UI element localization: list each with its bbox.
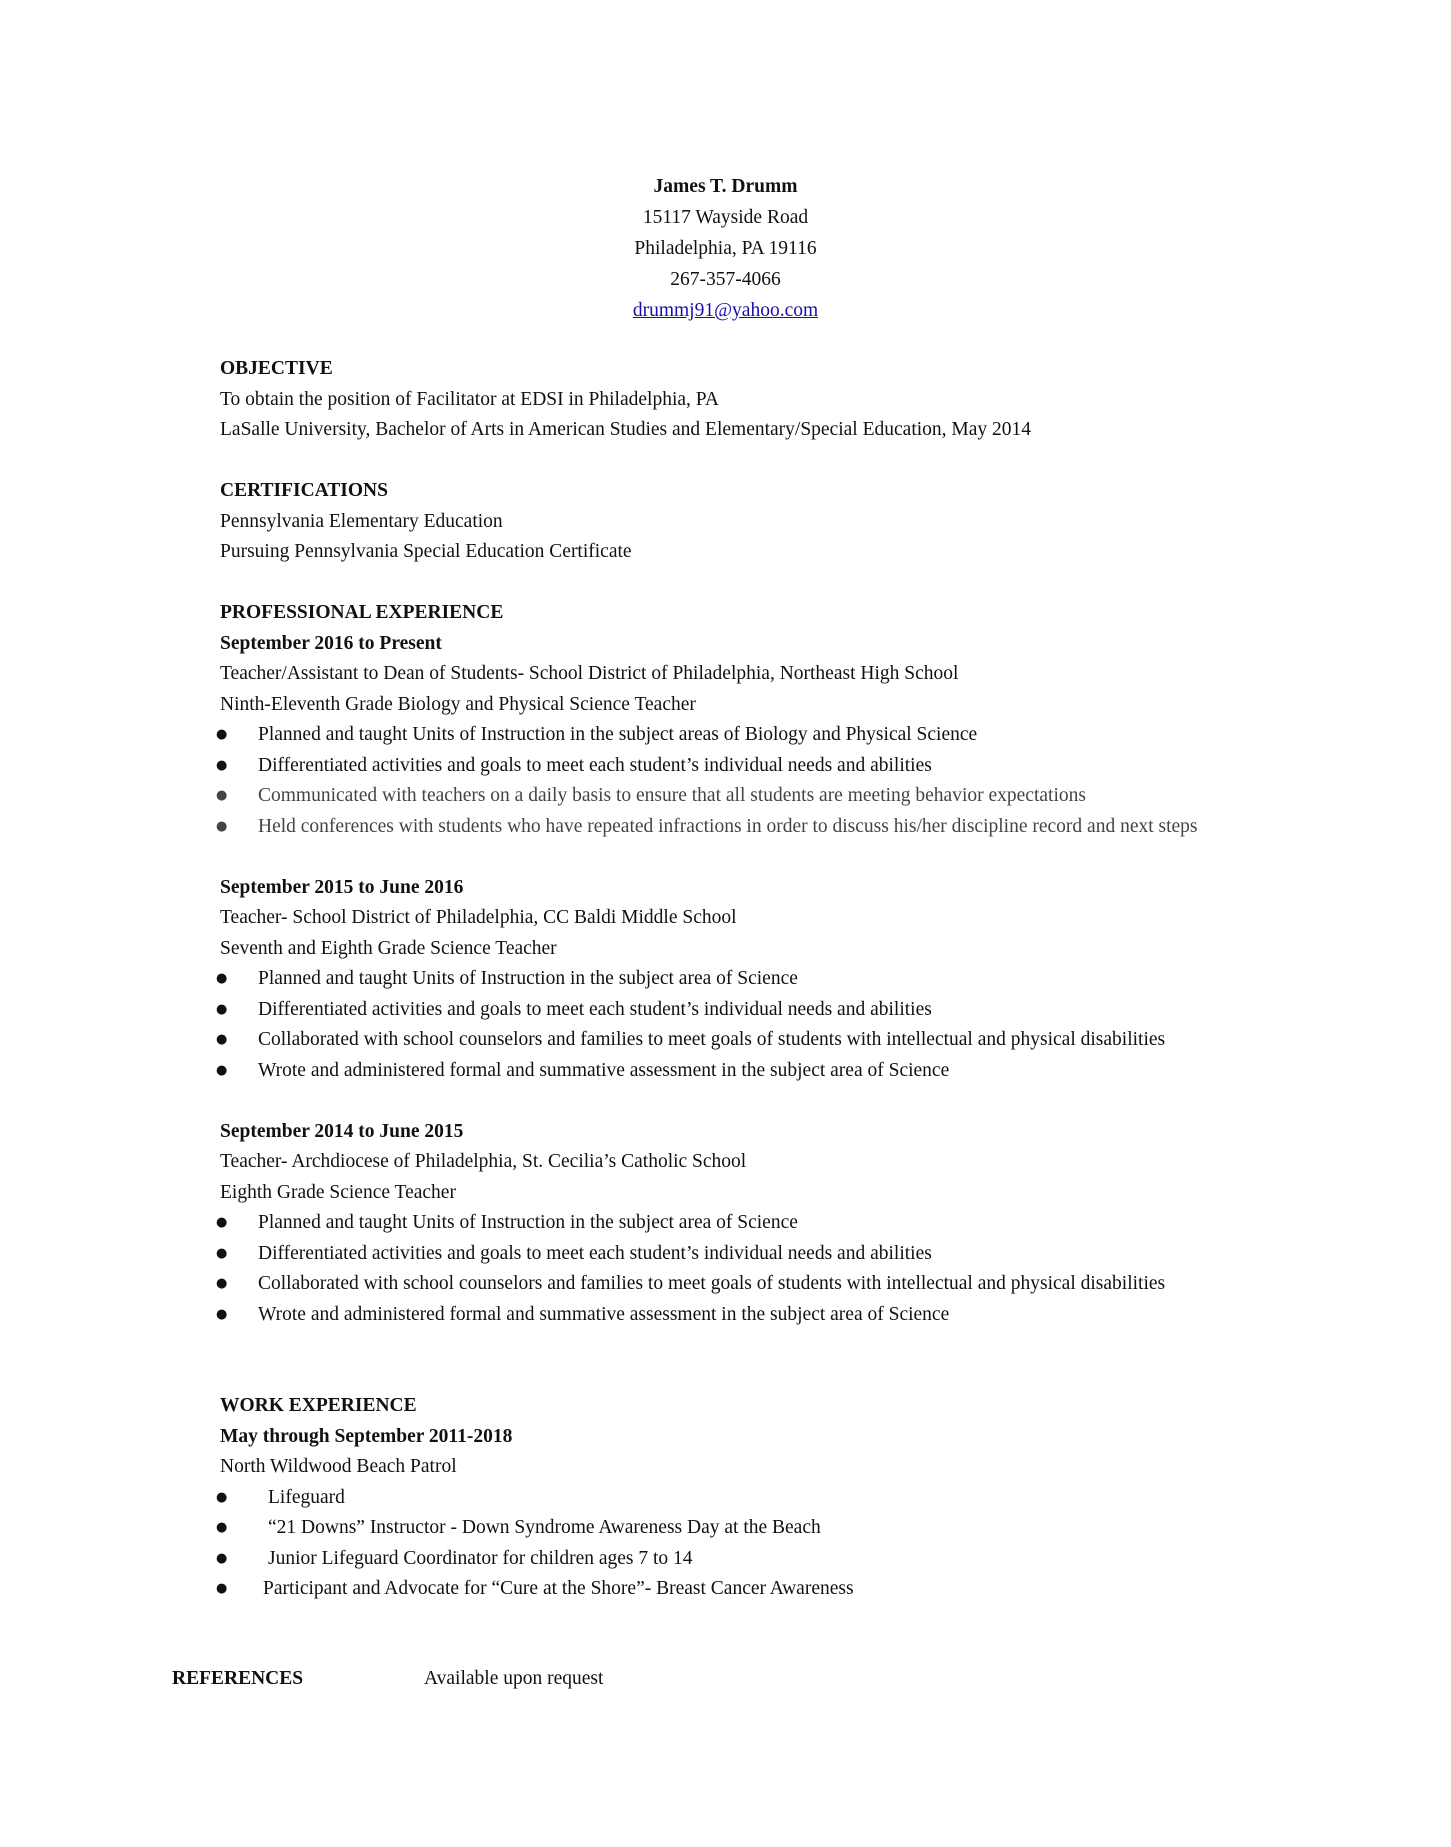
list-item: ● Communicated with teachers on a daily basis to ensure that all students are meeting behavior expectations [220, 781, 1300, 812]
list-item: ● Planned and taught Units of Instruction in the subject areas of Biology and Physical Science [220, 720, 1300, 751]
list-item: ● “21 Downs” Instructor - Down Syndrome Awareness Day at the Beach [220, 1513, 1300, 1544]
job-subtitle: Eighth Grade Science Teacher [220, 1181, 456, 1203]
list-item: ● Differentiated activities and goals to meet each student’s individual needs and abilities [220, 751, 1300, 782]
job-entry [220, 1117, 1300, 1331]
job-title: Teacher/Assistant to Dean of Students- School District of Philadelphia, Northeast High School [220, 663, 959, 684]
certification-item: Pennsylvania Elementary Education [220, 510, 503, 532]
certifications-section [220, 476, 1300, 568]
job-subtitle: Seventh and Eighth Grade Science Teacher [220, 937, 557, 959]
address-line-2: Philadelphia, PA 19116 [634, 238, 817, 259]
references-section [172, 1664, 603, 1694]
certification-item: Pursuing Pennsylvania Special Education Certificate [220, 541, 632, 562]
list-item: ● Lifeguard [220, 1483, 1300, 1514]
list-item: ● Collaborated with school counselors and families to meet goals of students with intellectual and physical disabilities [220, 1025, 1300, 1056]
section-heading: OBJECTIVE [220, 358, 333, 379]
list-item: ● Wrote and administered formal and summative assessment in the subject area of Science [220, 1056, 1300, 1087]
list-item: ● Held conferences with students who have repeated infractions in order to discuss his/her discipline record and next steps [220, 812, 1300, 843]
email-link[interactable]: drummj91@yahoo.com [632, 300, 819, 321]
section-heading: WORK EXPERIENCE [220, 1395, 417, 1416]
work-employer: North Wildwood Beach Patrol [220, 1456, 457, 1477]
job-dates: September 2016 to Present [220, 632, 442, 654]
contact-header [0, 171, 1451, 326]
job-dates: September 2015 to June 2016 [220, 876, 464, 898]
list-item: ● Planned and taught Units of Instruction in the subject area of Science [220, 1208, 1300, 1239]
list-item: ● Wrote and administered formal and summative assessment in the subject area of Science [220, 1300, 1300, 1331]
section-heading: PROFESSIONAL EXPERIENCE [220, 602, 504, 623]
list-item: ● Planned and taught Units of Instruction in the subject area of Science [220, 964, 1300, 995]
job-duties-list [220, 720, 1300, 842]
address-line-1: 15117 Wayside Road [642, 207, 809, 228]
references-heading: REFERENCES [172, 1668, 304, 1689]
job-entry [220, 873, 1300, 1087]
work-experience-section [220, 1391, 1300, 1605]
references-value: Available upon request [424, 1668, 604, 1689]
resume-body [220, 354, 1300, 1605]
list-item: ● Participant and Advocate for “Cure at the Shore”- Breast Cancer Awareness [220, 1574, 1300, 1605]
job-dates: September 2014 to June 2015 [220, 1120, 464, 1142]
job-subtitle: Ninth-Eleventh Grade Biology and Physical Science Teacher [220, 693, 696, 715]
job-entry [220, 629, 1300, 843]
list-item: ● Collaborated with school counselors and families to meet goals of students with intellectual and physical disabilities [220, 1269, 1300, 1300]
job-title: Teacher- School District of Philadelphia, CC Baldi Middle School [220, 907, 737, 928]
objective-section [220, 354, 1300, 446]
list-item: ● Differentiated activities and goals to meet each student’s individual needs and abilities [220, 995, 1300, 1026]
job-title: Teacher- Archdiocese of Philadelphia, St. Cecilia’s Catholic School [220, 1151, 747, 1172]
list-item: ● Junior Lifeguard Coordinator for children ages 7 to 14 [220, 1544, 1300, 1575]
work-duties-list [220, 1483, 1300, 1605]
list-item: ● Differentiated activities and goals to meet each student’s individual needs and abilities [220, 1239, 1300, 1270]
job-duties-list [220, 1208, 1300, 1330]
objective-line: To obtain the position of Facilitator at EDSI in Philadelphia, PA [220, 388, 719, 410]
section-heading: CERTIFICATIONS [220, 480, 388, 501]
candidate-name: James T. Drumm [653, 176, 798, 197]
professional-experience-section [220, 598, 1300, 1330]
education-line: LaSalle University, Bachelor of Arts in American Studies and Elementary/Special Education, May 2014 [220, 419, 1032, 440]
job-duties-list [220, 964, 1300, 1086]
work-dates: May through September 2011-2018 [220, 1425, 513, 1447]
phone-number: 267-357-4066 [670, 269, 781, 290]
